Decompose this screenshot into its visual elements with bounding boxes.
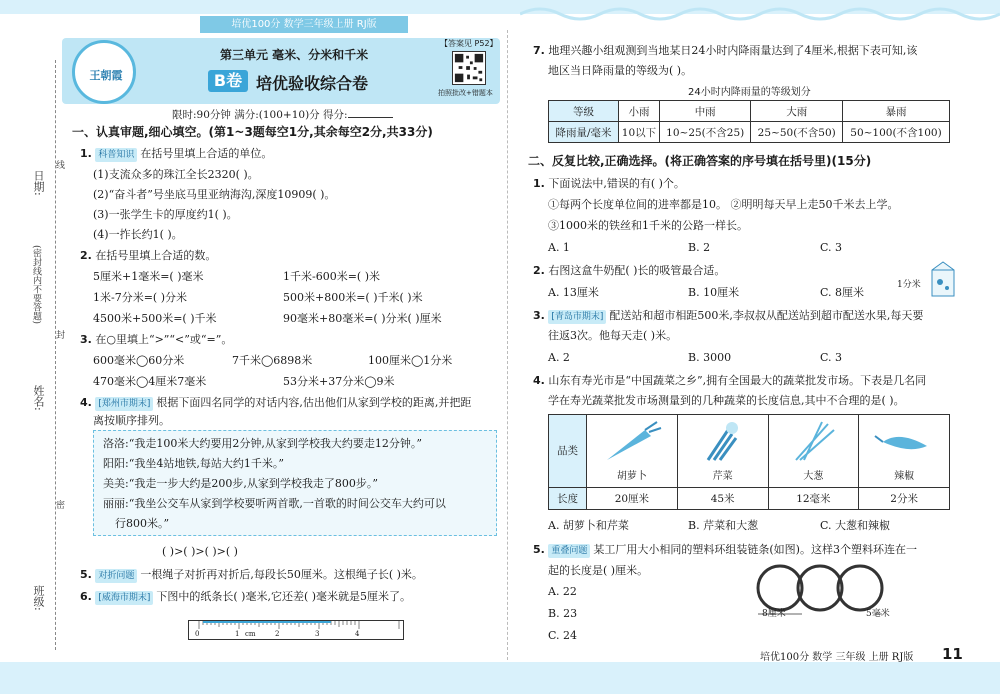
- unit-title: 第三单元 毫米、分米和千米: [220, 48, 369, 62]
- ruler-label: 3: [315, 630, 320, 638]
- page-number: 11: [942, 645, 963, 663]
- question-6: 6. [威海市期末] 下图中的纸条长( )毫米,它还差( )毫米就是5厘米了。: [80, 590, 412, 603]
- qr-code-icon[interactable]: [452, 51, 486, 85]
- logo: 王朝霞: [72, 40, 136, 104]
- option[interactable]: B. 2: [688, 241, 711, 254]
- q3-cell: 600毫米◯60分米: [93, 354, 185, 367]
- name-label: 姓名:: [32, 385, 45, 411]
- table-cell: 降雨量/毫米: [549, 122, 619, 143]
- dialog-line: 阳阳:“我坐4站地铁,每站大约1千米。”: [103, 457, 284, 470]
- option[interactable]: C. 3: [820, 351, 843, 364]
- table-cell: 25~50(不含50): [751, 122, 843, 143]
- source-tag: [青岛市期末]: [548, 310, 606, 324]
- table-header: 中雨: [659, 101, 751, 122]
- footer-text: 培优100分 数学 三年级 上册 RJ版: [760, 652, 914, 663]
- veg-cell-carrot: 胡萝卜: [587, 415, 678, 488]
- q1-statement: ①每两个长度单位间的进率都是10。 ②明明每天早上走50千米去上学。: [548, 198, 899, 211]
- ruler-label: 2: [275, 630, 280, 638]
- length-cell: 45米: [677, 487, 768, 509]
- seal-margin: [0, 40, 64, 640]
- table-header: 小雨: [619, 101, 660, 122]
- qr-caption: 拍照批改+错题本: [438, 89, 493, 97]
- q1-item-4: (4)一拃长约1( )。: [93, 228, 183, 241]
- option[interactable]: B. 3000: [688, 351, 732, 364]
- q3-cell: 53分米+37分米◯9米: [283, 375, 395, 388]
- ruler-label: 0: [195, 630, 200, 638]
- veg-cell-scallion: 大葱: [768, 415, 859, 488]
- carrot-icon: [597, 420, 667, 464]
- no-answer-warning: (密封线内不要答题): [31, 245, 41, 325]
- q1-item-2: (2)“奋斗者”号坐底马里亚纳海沟,深度10909( )。: [93, 188, 336, 201]
- veg-cell-celery: 芹菜: [677, 415, 768, 488]
- table-header: 大雨: [751, 101, 843, 122]
- section1-title: 一、认真审题,细心填空。(第1~3题每空1分,其余每空2分,共33分): [72, 125, 433, 139]
- option[interactable]: A. 胡萝卜和芹菜: [548, 519, 629, 532]
- milk-height-label: 1分米: [897, 280, 921, 290]
- question-7: 7. 地理兴趣小组观测到当地某日24小时内降雨量达到了4厘米,根据下表可知,该: [533, 44, 918, 57]
- seal-line-label: 线: [54, 160, 64, 169]
- paper-strip: [203, 621, 331, 623]
- choice-question-2: 2. 右图这盒牛奶配( )长的吸管最合适。: [533, 264, 726, 277]
- option[interactable]: B. 芹菜和大葱: [688, 519, 759, 532]
- q2-cell: 90毫米+80毫米=( )分米( )厘米: [283, 312, 442, 325]
- table-cell: 10~25(不含25): [659, 122, 751, 143]
- q2-cell: 5厘米+1毫米=( )毫米: [93, 270, 204, 283]
- q2-cell: 1千米-600米=( )米: [283, 270, 381, 283]
- row-label: 长度: [549, 487, 587, 509]
- seal-dashed-line: [55, 60, 56, 650]
- date-label: 日期:: [32, 170, 45, 196]
- option[interactable]: A. 2: [548, 351, 570, 364]
- q1-statement: ③1000米的铁丝和1千米的公路一样长。: [548, 219, 748, 232]
- option[interactable]: B. 10厘米: [688, 286, 740, 299]
- paper-letter: B卷: [208, 70, 248, 92]
- answer-reference: 【答案见 P52】: [440, 39, 498, 48]
- dialog-line: 美美:“我走一步大约是200步,从家到学校我走了800步。”: [103, 477, 378, 490]
- option[interactable]: A. 13厘米: [548, 286, 599, 299]
- length-cell: 20厘米: [587, 487, 678, 509]
- row-label: 品类: [549, 415, 587, 488]
- table-cell: 50~100(不含100): [842, 122, 949, 143]
- ruler-label: 4: [355, 630, 360, 638]
- question-5: 5. 对折问题 一根绳子对折再对折后,每段长50厘米。这根绳子长( )米。: [80, 568, 423, 581]
- choice-question-1: 1. 下面说法中,错误的有( )个。: [533, 177, 685, 190]
- q1-item-3: (3)一张学生卡的厚度约1( )。: [93, 208, 238, 221]
- option[interactable]: B. 23: [548, 607, 578, 620]
- option[interactable]: C. 大葱和辣椒: [820, 519, 891, 532]
- milk-carton-icon: [928, 260, 958, 298]
- q3-cell: 7千米◯6898米: [232, 354, 313, 367]
- question-3: 3. 在○里填上“>”“<”或“=”。: [80, 333, 233, 346]
- question-2: 2. 在括号里填上合适的数。: [80, 249, 217, 262]
- section2-title: 二、反复比较,正确选择。(将正确答案的序号填在括号里)(15分): [528, 154, 872, 168]
- length-cell: 12毫米: [768, 487, 859, 509]
- ruler-label: cm: [245, 630, 256, 638]
- q2-cell: 4500米+500米=( )千米: [93, 312, 217, 325]
- ring-thickness-label: 5毫米: [866, 609, 890, 619]
- dialog-line: 丽丽:“我坐公交车从家到学校要听两首歌,一首歌的时间公交车大约可以: [103, 497, 446, 510]
- choice-question-5: 5. 重叠问题 某工厂用大小相同的塑料环组装链条(如图)。这样3个塑料环连在一: [533, 543, 917, 556]
- q4-stem-cont: 离按顺序排列。: [93, 414, 170, 427]
- ring-diameter-label: 8厘米: [762, 609, 786, 619]
- class-label: 班级:: [32, 585, 45, 611]
- ruler-label: 1: [235, 630, 240, 638]
- q4-stem-cont: 学在寿光蔬菜批发市场测量到的几种蔬菜的长度信息,其中不合理的是( )。: [548, 394, 905, 407]
- veg-cell-pepper: 辣椒: [859, 415, 950, 488]
- ruler: [188, 620, 404, 640]
- dialog-line: 行800米。”: [115, 517, 170, 530]
- q2-cell: 1米-7分米=( )分米: [93, 291, 188, 304]
- table-header: 暴雨: [842, 101, 949, 122]
- topic-tag: 对折问题: [95, 569, 137, 583]
- dialog-line: 洛洛:“我走100米大约要用2分钟,从家到学校我大约要走12分钟。”: [103, 437, 422, 450]
- q3-stem-cont: 往返3次。他每天走( )米。: [548, 329, 678, 342]
- paper-title: 培优验收综合卷: [256, 74, 369, 93]
- q5-stem-cont: 起的长度是( )厘米。: [548, 564, 649, 577]
- q1-item-1: (1)支流众多的珠江全长2320( )。: [93, 168, 259, 181]
- wave-decoration: [520, 0, 1000, 22]
- option[interactable]: A. 22: [548, 585, 577, 598]
- pepper-icon: [869, 420, 939, 464]
- source-tag: [郑州市期末]: [95, 397, 153, 411]
- option[interactable]: A. 1: [548, 241, 570, 254]
- footer-band: [0, 662, 1000, 694]
- q7-stem-cont: 地区当日降雨量的等级为( )。: [548, 64, 693, 77]
- table-header: 等级: [549, 101, 619, 122]
- topic-tag: 科普知识: [95, 148, 137, 162]
- center-divider: [507, 30, 508, 660]
- question-1: 1. 科普知识 在括号里填上合适的单位。: [80, 147, 273, 160]
- ruler-ticks: [189, 621, 403, 639]
- q2-cell: 500米+800米=( )千米( )米: [283, 291, 423, 304]
- rainfall-table: [548, 100, 950, 143]
- q3-cell: 470毫米◯4厘米7毫米: [93, 375, 207, 388]
- time-limit: 限时:90分钟 满分:(100+10)分 得分:: [172, 107, 393, 122]
- question-4: 4. [郑州市期末] 根据下面四名同学的对话内容,估出他们从家到学校的距离,并把距: [80, 396, 472, 409]
- choice-question-4: 4. 山东有寿光市是“中国蔬菜之乡”,拥有全国最大的蔬菜批发市场。下表是几名同: [533, 374, 927, 387]
- rain-table-title: 24小时内降雨量的等级划分: [688, 87, 811, 98]
- option[interactable]: C. 24: [548, 629, 578, 642]
- q4-order-blanks[interactable]: ( )>( )>( )>( ): [162, 545, 238, 558]
- celery-icon: [688, 420, 758, 464]
- source-tag: [威海市期末]: [95, 591, 153, 605]
- topic-tag: 重叠问题: [548, 544, 590, 558]
- q3-cell: 100厘米◯1分米: [368, 354, 453, 367]
- scallion-icon: [778, 420, 848, 464]
- vegetable-table: [548, 414, 950, 510]
- option[interactable]: C. 8厘米: [820, 286, 865, 299]
- series-tab: 培优100分 数学三年级上册 RJ版: [200, 16, 408, 33]
- seal-label: 封: [54, 330, 64, 339]
- length-cell: 2分米: [859, 487, 950, 509]
- choice-question-3: 3. [青岛市期末] 配送站和超市相距500米,李叔叔从配送站到超市配送水果,每天要: [533, 309, 924, 322]
- seal-label-2: 密: [54, 500, 64, 509]
- table-cell: 10以下: [619, 122, 660, 143]
- option[interactable]: C. 3: [820, 241, 843, 254]
